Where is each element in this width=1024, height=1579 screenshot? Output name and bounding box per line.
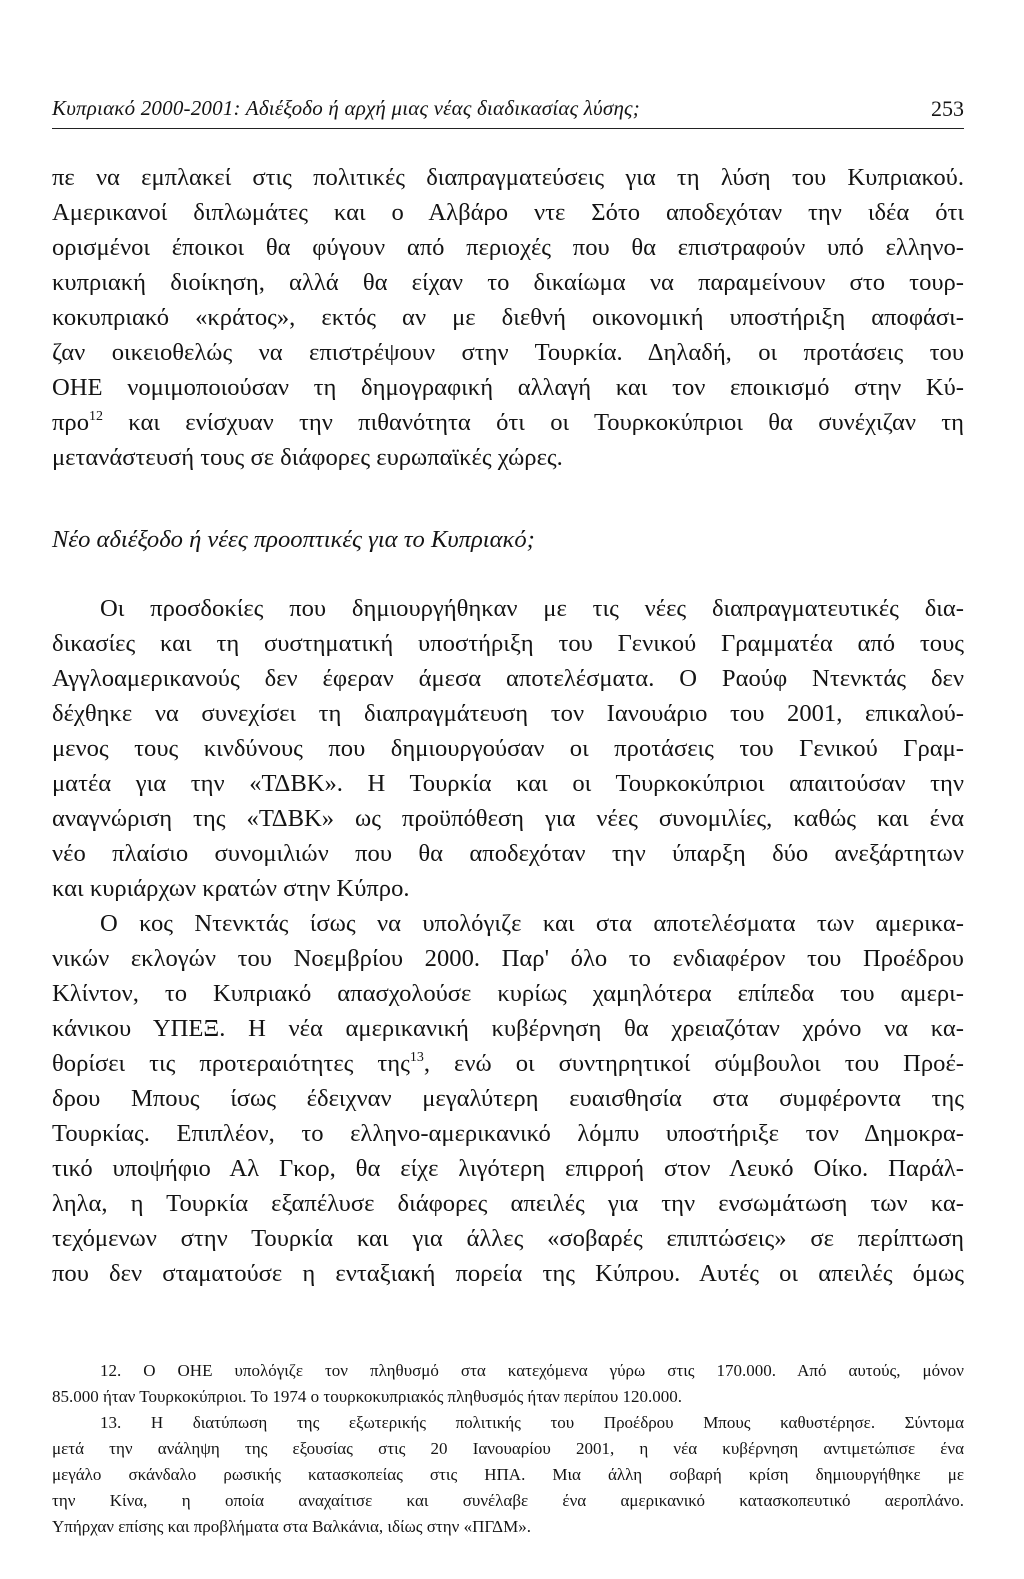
text-line: ληλα, η Τουρκία εξαπέλυσε διάφορες απειλές για την ενσωμάτωση των κα- [52,1190,964,1217]
text-line: τικό υποψήφιο Αλ Γκορ, θα είχε λιγότερη επιρροή στον Λευκό Οίκο. Παράλ- [52,1155,964,1182]
text-fragment: και ενίσχυαν την πιθανότητα ότι οι Τουρκοκύπριοι θα συνέχιζαν τη [103,409,964,436]
text-line: Αγγλοαμερικανούς δεν έφεραν άμεσα αποτελέσματα. Ο Ραούφ Ντενκτάς δεν [52,665,964,692]
text-fragment: , ενώ οι συντηρητικοί σύμβουλοι του Προέ- [423,1050,964,1077]
text-line: δέχθηκε να συνεχίσει τη διαπραγμάτευση τον Ιανουάριο του 2001, επικαλού- [52,700,964,727]
text-line: τεχόμενων στην Τουρκία και για άλλες «σοβαρές επιπτώσεις» σε περίπτωση [52,1225,964,1252]
footnote-13-line: μεγάλο σκάνδαλο ρωσικής κατασκοπείας στις ΗΠΑ. Μια άλλη σοβαρή κρίση δημιουργήθηκε με [52,1465,964,1484]
text-line [52,405,964,440]
text-line: ορισμένοι έποικοι θα φύγουν από περιοχές που θα επιστραφούν υπό ελληνο- [52,234,964,261]
text-line: πε να εμπλακεί στις πολιτικές διαπραγματεύσεις για τη λύση του Κυπριακού. [52,164,964,191]
paragraph-1 [52,160,964,475]
text-line: Κλίντον, το Κυπριακό απασχολούσε κυρίως χαμηλότερα επίπεδα του αμερι- [52,980,964,1007]
footnote-13-line: 13. Η διατύπωση της εξωτερικής πολιτικής του Προέδρου Μπους καθυστέρησε. Σύντομα [100,1413,964,1432]
text-line: Τουρκίας. Επιπλέον, το ελληνο-αμερικανικό λόμπυ υποστήριξε τον Δημοκρα- [52,1120,964,1147]
footnote-ref-13[interactable]: 13 [409,1050,424,1065]
footnotes [52,1358,964,1540]
footnote-13-line: Υπήρχαν επίσης και προβλήματα στα Βαλκάνια, ιδίως στην «ΠΓΔΜ». [52,1517,531,1536]
text-line: ματέα για την «ΤΔΒΚ». Η Τουρκία και οι Τουρκοκύπριοι απαιτούσαν την [52,770,964,797]
text-line: κοκυπριακό «κράτος», εκτός αν με διεθνή οικονομική υποστήριξη αποφάσι- [52,304,964,331]
text-line: Ο κος Ντενκτάς ίσως να υπολόγιζε και στα αποτελέσματα των αμερικα- [100,910,964,937]
text-line: ζαν οικειοθελώς να επιστρέψουν στην Τουρκία. Δηλαδή, οι προτάσεις του [52,339,964,366]
text-line: αναγνώριση της «ΤΔΒΚ» ως προϋπόθεση για νέες συνομιλίες, καθώς και ένα [52,805,964,832]
footnote-12-line: 12. Ο ΟΗΕ υπολόγιζε τον πληθυσμό στα κατεχόμενα γύρω στις 170.000. Από αυτούς, μόνον [100,1361,964,1380]
text-fragment: προ [52,409,89,436]
section-heading: Νέο αδιέξοδο ή νέες προοπτικές για το Κυπριακό; [52,526,535,553]
text-line: κάνικου ΥΠΕΞ. Η νέα αμερικανική κυβέρνηση θα χρειαζόταν χρόνο να κα- [52,1015,964,1042]
text-line: νέο πλαίσιο συνομιλιών που θα αποδεχόταν την ύπαρξη δύο ανεξάρτητων [52,840,964,867]
running-title: Κυπριακό 2000-2001: Αδιέξοδο ή αρχή μιας νέας διαδικασίας λύσης; [52,96,640,120]
text-line: ΟΗΕ νομιμοποιούσαν τη δημογραφική αλλαγή και τον εποικισμό στην Κύ- [52,374,964,401]
footnote-ref-12[interactable]: 12 [89,409,103,424]
footnote-13-line: την Κίνα, η οποία αναχαίτισε και συνέλαβε ένα αμερικανικό κατασκοπευτικό αεροπλάνο. [52,1491,964,1510]
text-line: που δεν σταματούσε η ενταξιακή πορεία της Κύπρου. Αυτές οι απειλές όμως [52,1260,964,1287]
text-line: μετανάστευσή τους σε διάφορες ευρωπαϊκές χώρες. [52,444,563,471]
text-line: και κυριάρχων κρατών στην Κύπρο. [52,875,410,902]
text-line: δικασίες και τη συστηματική υποστήριξη του Γενικού Γραμματέα από τους [52,630,964,657]
text-line: μενος τους κινδύνους που δημιουργούσαν οι προτάσεις του Γενικού Γραμ- [52,735,964,762]
running-header [52,96,964,129]
footnote-12-line: 85.000 ήταν Τουρκοκύπριοι. Το 1974 ο τουρκοκυπριακός πληθυσμός ήταν περίπου 120.000. [52,1387,683,1406]
page-number: 253 [931,96,964,121]
text-fragment: θορίσει τις προτεραιότητες της [52,1050,410,1077]
paragraph-2 [52,591,964,906]
text-line [52,1046,964,1081]
footnote-13-line: μετά την ανάληψη της εξουσίας στις 20 Ιανουαρίου 2001, η νέα κυβέρνηση αντιμετώπισε ένα [52,1439,964,1458]
text-line: δρου Μπους ίσως έδειχναν μεγαλύτερη ευαισθησία στα συμφέροντα της [52,1085,964,1112]
text-line: κυπριακή διοίκηση, αλλά θα είχαν το δικαίωμα να παραμείνουν στο τουρ- [52,269,964,296]
text-line: Οι προσδοκίες που δημιουργήθηκαν με τις νέες διαπραγματευτικές δια- [100,595,964,622]
paragraph-3 [52,906,964,1291]
text-line: Αμερικανοί διπλωμάτες και ο Αλβάρο ντε Σότο αποδεχόταν την ιδέα ότι [52,199,964,226]
text-line: νικών εκλογών του Νοεμβρίου 2000. Παρ' όλο το ενδιαφέρον του Προέδρου [52,945,964,972]
